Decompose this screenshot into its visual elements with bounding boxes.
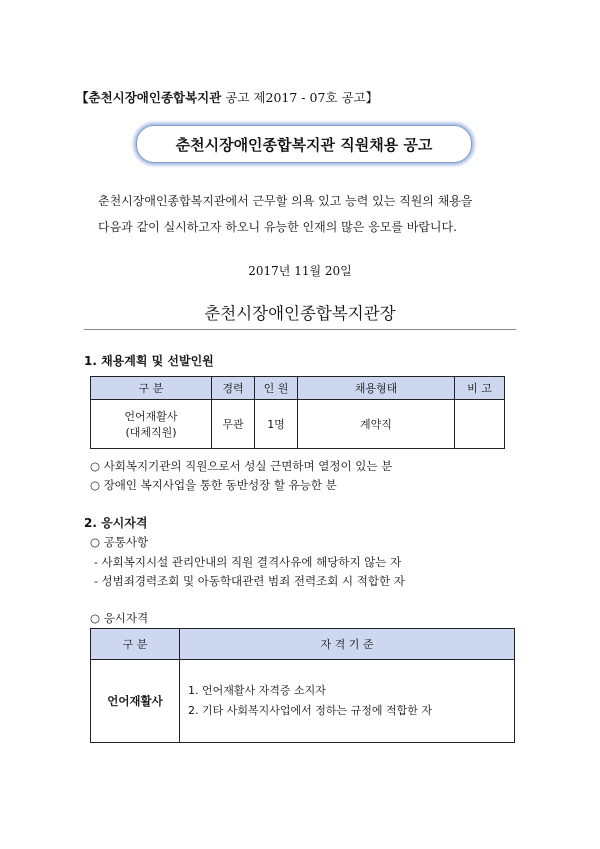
intro-paragraph (98, 188, 528, 240)
notice-org: 【춘천시장애인종합복지관 (76, 90, 222, 105)
common-item: - 성범죄경력조회 및 아동학대관련 범죄 전력조회 시 적합한 자 (94, 574, 405, 588)
category-line: (대체직원) (125, 426, 177, 439)
table-header: 자 격 기 준 (180, 629, 515, 660)
table-header: 인 원 (255, 377, 298, 400)
common-item: - 사회복지시설 관리안내의 직원 결격사유에 해당하지 않는 자 (94, 555, 402, 569)
notice-date: 2017년 11월 20일 (248, 264, 352, 278)
divider (84, 329, 516, 330)
table-header: 경력 (212, 377, 255, 400)
issuer-name: 춘천시장애인종합복지관장 (204, 304, 396, 323)
table-cell-type: 계약직 (298, 400, 455, 449)
table-cell-note (455, 400, 505, 449)
eligibility-table (90, 628, 515, 743)
section-heading-1: 1. 채용계획 및 선발인원 (84, 354, 214, 368)
intro-line: 다음과 같이 실시하고자 하오니 유능한 인재의 많은 응모를 바랍니다. (98, 220, 457, 234)
table-header-row (91, 377, 505, 400)
eligibility-criteria (180, 660, 515, 743)
notice-number (76, 88, 378, 106)
recruitment-table (90, 376, 505, 449)
table-header: 채용형태 (298, 377, 455, 400)
table-row (91, 660, 515, 743)
section-heading-2: 2. 응시자격 (84, 516, 148, 530)
eligibility-title: ○ 응시자격 (90, 611, 149, 625)
notice-code: 공고 제2017 - 07호 공고】 (225, 90, 379, 105)
eligibility-label: 언어재활사 (91, 660, 180, 743)
table-cell-count: 1명 (255, 400, 298, 449)
table-cell-category (91, 400, 212, 449)
category-line: 언어재활사 (124, 410, 178, 423)
table-header-row (91, 629, 515, 660)
criteria-item: ○ 장애인 복지사업을 통한 동반성장 할 유능한 분 (90, 478, 337, 492)
intro-line: 춘천시장애인종합복지관에서 근무할 의욕 있고 능력 있는 직원의 채용을 (98, 194, 473, 208)
table-header: 구 분 (91, 629, 180, 660)
table-row (91, 400, 505, 449)
common-title: ○ 공통사항 (90, 535, 149, 549)
table-cell-career: 무관 (212, 400, 255, 449)
table-header: 비 고 (455, 377, 505, 400)
criteria-line: 2. 기타 사회복지사업에서 정하는 규정에 적합한 자 (188, 704, 432, 717)
criteria-line: 1. 언어재활사 자격증 소지자 (188, 684, 326, 697)
criteria-item: ○ 사회복지기관의 직원으로서 성실 근면하며 열정이 있는 분 (90, 459, 393, 473)
table-header: 구 분 (91, 377, 212, 400)
page-title: 춘천시장애인종합복지관 직원채용 공고 (136, 125, 472, 163)
